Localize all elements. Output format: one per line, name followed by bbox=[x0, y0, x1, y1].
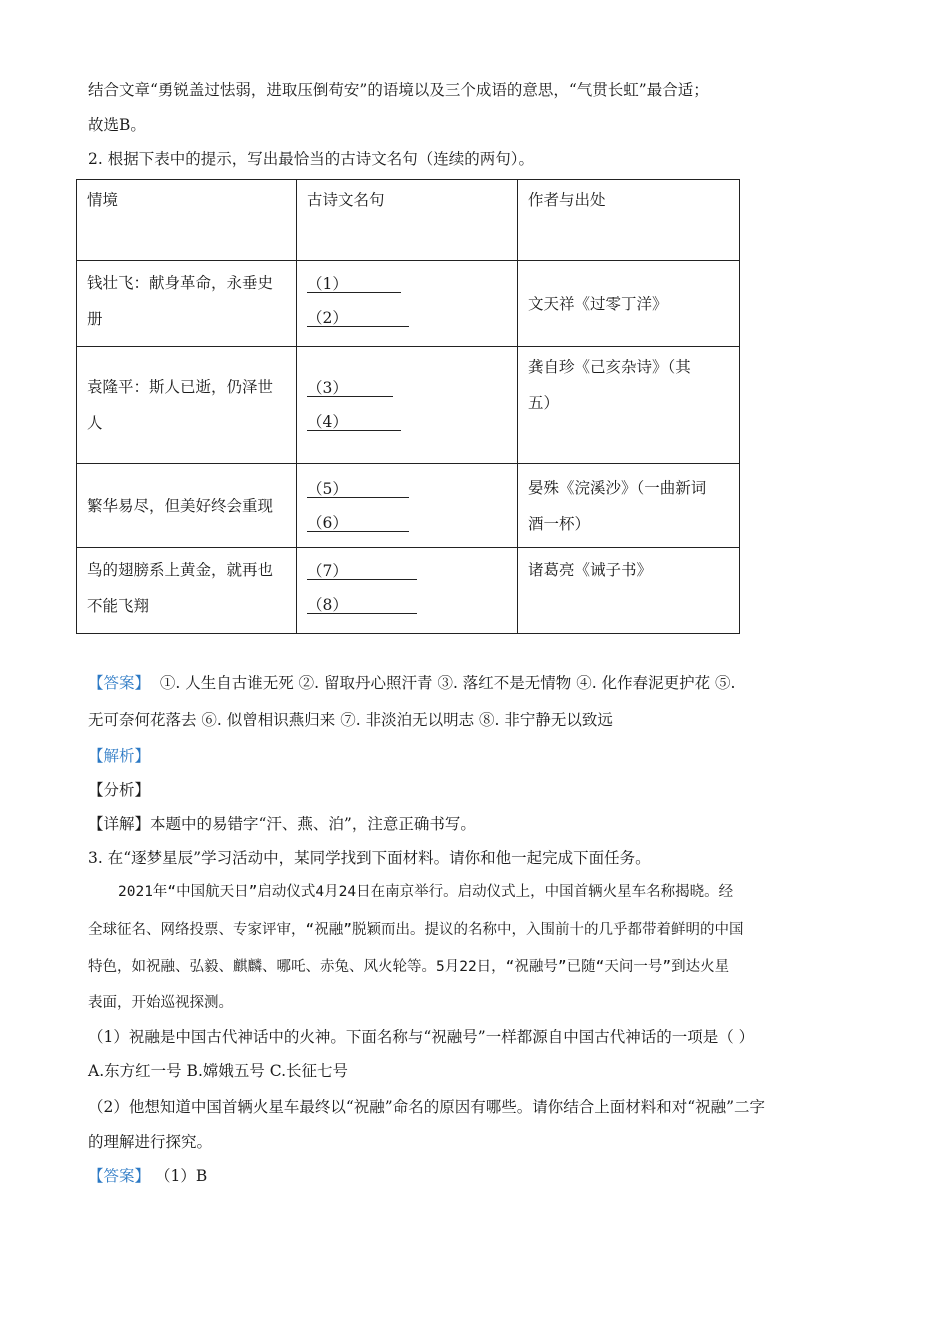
material-line-3: 特色，如祝融、弘毅、麒麟、哪吒、赤兔、风火轮等。5月22日，“祝融号”已随“天问一号”到达火星 bbox=[88, 959, 730, 975]
blank-cell bbox=[297, 548, 518, 634]
scene-cell: 鸟的翅膀系上黄金，就再也 不能飞翔 bbox=[77, 548, 297, 634]
blank-6[interactable]: （6） bbox=[307, 515, 409, 532]
source-cell: 晏殊《浣溪沙》（一曲新词 酒一杯） bbox=[518, 464, 740, 548]
subquestion-1: （1）祝融是中国古代神话中的火神。下面名称与“祝融号”一样都源自中国古代神话的一项是（ ） bbox=[88, 1028, 755, 1046]
table-row bbox=[77, 464, 740, 548]
blank-5[interactable]: （5） bbox=[307, 481, 409, 498]
intro-line-1: 结合文章“勇锐盖过怯弱，进取压倒苟安”的语境以及三个成语的意思，“气贯长虹”最合适； bbox=[88, 81, 709, 99]
header-quote: 古诗文名句 bbox=[297, 180, 518, 261]
subquestion-2-line-1: （2）他想知道中国首辆火星车最终以“祝融”命名的原因有哪些。请你结合上面材料和对“祝融”二字 bbox=[88, 1098, 766, 1116]
answer-line-2: 无可奈何花落去 ⑥. 似曾相识燕归来 ⑦. 非淡泊无以明志 ⑧. 非宁静无以致远 bbox=[88, 711, 613, 729]
blank-1[interactable]: （1） bbox=[307, 276, 401, 293]
table-row bbox=[77, 347, 740, 464]
blank-7[interactable]: （7） bbox=[307, 563, 417, 580]
poem-table bbox=[76, 179, 740, 634]
header-source: 作者与出处 bbox=[518, 180, 740, 261]
blank-2[interactable]: （2） bbox=[307, 310, 409, 327]
table-header-row bbox=[77, 180, 740, 261]
table-row bbox=[77, 261, 740, 347]
blank-3[interactable]: （3） bbox=[307, 380, 393, 397]
q3-answer-line: 【答案】 （1）B bbox=[88, 1167, 208, 1185]
question-3-prompt: 3. 在“逐梦星辰”学习活动中，某同学找到下面材料。请你和他一起完成下面任务。 bbox=[88, 849, 651, 867]
question-2-prompt: 2. 根据下表中的提示，写出最恰当的古诗文名句（连续的两句）。 bbox=[88, 150, 534, 168]
source-cell: 文天祥《过零丁洋》 bbox=[518, 261, 740, 347]
material-line-2: 全球征名、网络投票、专家评审，“祝融”脱颖而出。提议的名称中，入围前十的几乎都带着鲜明的中国 bbox=[88, 922, 744, 938]
blank-cell bbox=[297, 347, 518, 464]
blank-8[interactable]: （8） bbox=[307, 597, 417, 614]
analysis-tag: 【解析】 bbox=[88, 747, 151, 765]
material-line-4: 表面，开始巡视探测。 bbox=[88, 995, 233, 1011]
subquestion-2-line-2: 的理解进行探究。 bbox=[88, 1133, 213, 1151]
answer-line-1: 【答案】 ①. 人生自古谁无死 ②. 留取丹心照汗青 ③. 落红不是无情物 ④. 化作春泥更护花 ⑤. bbox=[88, 674, 736, 692]
blank-cell bbox=[297, 464, 518, 548]
scene-cell: 袁隆平：斯人已逝，仍泽世 人 bbox=[77, 347, 297, 464]
source-cell: 诸葛亮《诫子书》 bbox=[518, 548, 740, 634]
table-row bbox=[77, 548, 740, 634]
answer-tag: 【答案】 bbox=[88, 1167, 151, 1185]
material-line-1: 2021年“中国航天日”启动仪式4月24日在南京举行。启动仪式上，中国首辆火星车名称揭晓。经 bbox=[118, 884, 734, 900]
source-cell: 龚自珍《己亥杂诗》（其 五） bbox=[518, 347, 740, 464]
blank-cell bbox=[297, 261, 518, 347]
analysis-heading: 【分析】 bbox=[88, 781, 151, 799]
detail-text: 【详解】本题中的易错字“汗、燕、泊”，注意正确书写。 bbox=[88, 815, 476, 833]
scene-cell: 钱壮飞：献身革命，永垂史 册 bbox=[77, 261, 297, 347]
answer-tag: 【答案】 bbox=[88, 674, 151, 692]
subquestion-1-options: A.东方红一号 B.嫦娥五号 C.长征七号 bbox=[88, 1062, 349, 1080]
scene-cell: 繁华易尽，但美好终会重现 bbox=[77, 464, 297, 548]
blank-4[interactable]: （4） bbox=[307, 414, 401, 431]
header-scene: 情境 bbox=[77, 180, 297, 261]
intro-line-2: 故选B。 bbox=[88, 116, 146, 134]
